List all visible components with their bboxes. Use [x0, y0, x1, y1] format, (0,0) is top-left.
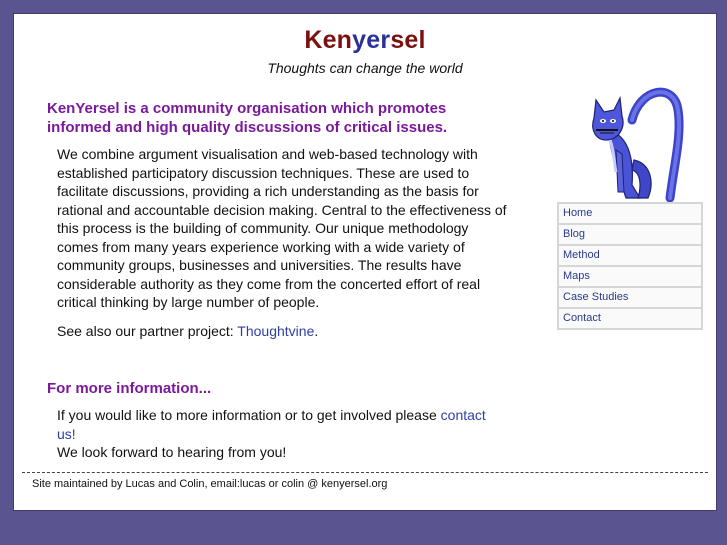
- partner-suffix: .: [314, 323, 319, 339]
- site-title-part2: yer: [352, 26, 391, 54]
- nav-item-method[interactable]: Method: [559, 246, 701, 267]
- intro-body: We combine argument visualisation and web-based technology with established participatory discussion techniques. These are used to facilitate discussions, providing a rich understanding as the basis for rational and accountable decision making. Central to the effectiveness of this process is the building of community. Our unique methodology comes from many years experience working with a wide variety of community groups, businesses and universities. The results have considerable authority as they come from the concerted effort of real critical thinking by large number of people.: [57, 146, 507, 310]
- intro-heading: KenYersel is a community organisation which promotes informed and high quality discussions of critical issues.: [47, 100, 448, 136]
- contact-us-link[interactable]: contact us!: [57, 407, 486, 442]
- side-navigation: [557, 202, 703, 330]
- more-info-heading: For more information...: [47, 380, 212, 397]
- tagline: Thoughts can change the world: [267, 60, 463, 76]
- site-title-part3: sel: [390, 26, 426, 54]
- thoughtvine-link[interactable]: Thoughtvine: [237, 323, 315, 339]
- more-info-prefix: If you would like to more information or to get involved please: [57, 407, 441, 423]
- nav-item-case-studies[interactable]: Case Studies: [559, 288, 701, 309]
- more-info-line1: [57, 406, 507, 443]
- nav-item-blog[interactable]: Blog: [559, 225, 701, 246]
- footer-text: Site maintained by Lucas and Colin, email:lucas or colin @ kenyersel.org: [32, 478, 388, 490]
- footer-divider: [22, 472, 708, 473]
- nav-item-home[interactable]: Home: [559, 204, 701, 225]
- site-title: [14, 26, 716, 55]
- more-info-line2: We look forward to hearing from you!: [57, 444, 287, 460]
- site-title-part1: Ken: [304, 26, 353, 54]
- page-container: [14, 14, 716, 510]
- more-info-body: [57, 406, 507, 462]
- nav-item-maps[interactable]: Maps: [559, 267, 701, 288]
- partner-prefix: See also our partner project:: [57, 323, 238, 339]
- partner-line: [57, 322, 507, 341]
- cat-mascot-image: [574, 80, 694, 202]
- nav-item-contact[interactable]: Contact: [559, 309, 701, 328]
